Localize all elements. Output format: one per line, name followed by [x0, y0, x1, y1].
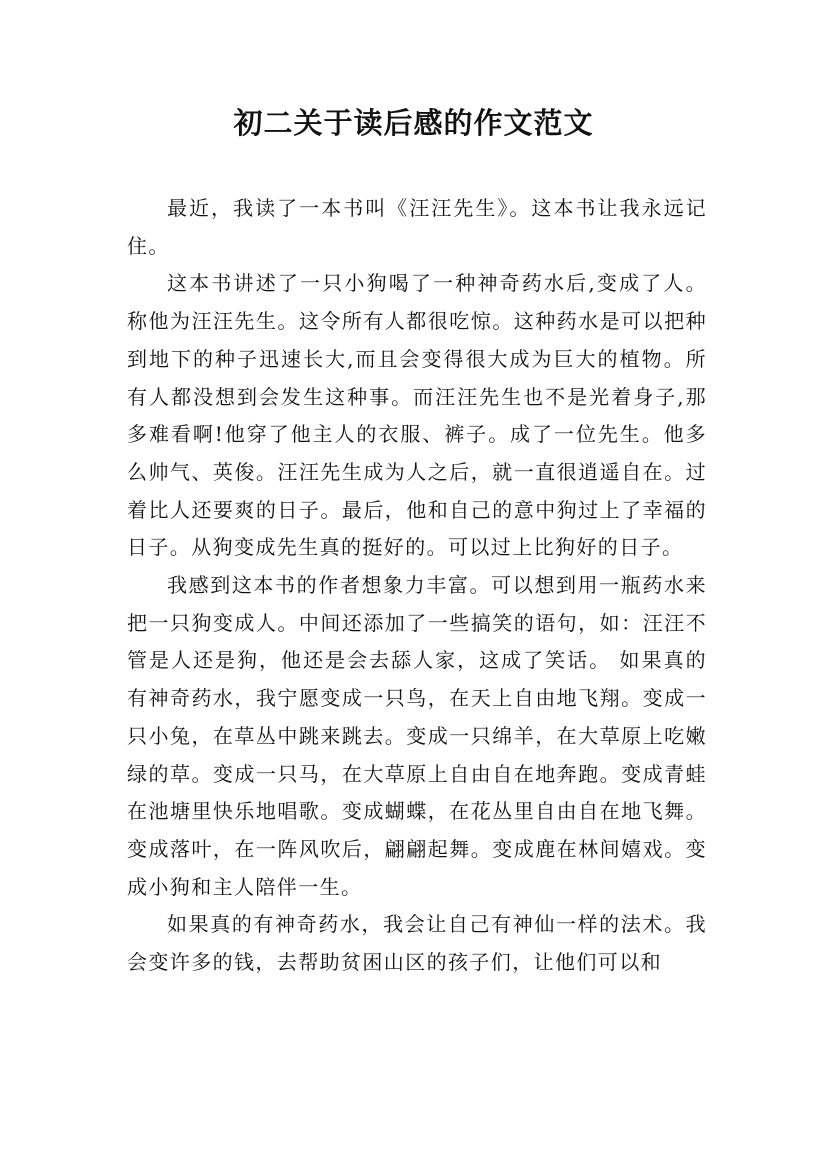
paragraph-1: 最近，我读了一本书叫《汪汪先生》。这本书让我永远记住。 — [127, 196, 707, 258]
document-title: 初二关于读后感的作文范文 — [233, 106, 594, 140]
document-body — [127, 190, 707, 982]
paragraph-2: 这本书讲述了一只小狗喝了一种神奇药水后,变成了人。称他为汪汪先生。这令所有人都很吃惊。这种药水是可以把种到地下的种子迅速长大,而且会变得很大成为巨大的植物。所有人都没想到会发生这种事。而汪汪先生也不是光着身子,那多难看啊!他穿了他主人的衣服、裤子。成了一位先生。他多么帅气、英俊。汪汪先生成为人之后，就一直很逍遥自在。过着比人还要爽的日子。最后，他和自己的意中狗过上了幸福的日子。从狗变成先生真的挺好的。可以过上比狗好的日子。 — [127, 271, 707, 560]
paragraph-3: 我感到这本书的作者想象力丰富。可以想到用一瓶药水来把一只狗变成人。中间还添加了一些搞笑的语句，如：汪汪不管是人还是狗，他还是会去舔人家，这成了笑话。 如果真的有神奇药水，我宁愿变成一只鸟，在天上自由地飞翔。变成一只小兔，在草丛中跳来跳去。变成一只绵羊，在大草原上吃嫩绿的草。变成一只马，在大草原上自由自在地奔跑。变成青蛙在池塘里快乐地唱歌。变成蝴蝶，在花丛里自由自在地飞舞。变成落叶，在一阵风吹后，翩翩起舞。变成鹿在林间嬉戏。变成小狗和主人陪伴一生。 — [127, 573, 707, 899]
paragraph-4: 如果真的有神奇药水，我会让自己有神仙一样的法术。我会变许多的钱，去帮助贫困山区的孩子们，让他们可以和 — [127, 912, 707, 975]
